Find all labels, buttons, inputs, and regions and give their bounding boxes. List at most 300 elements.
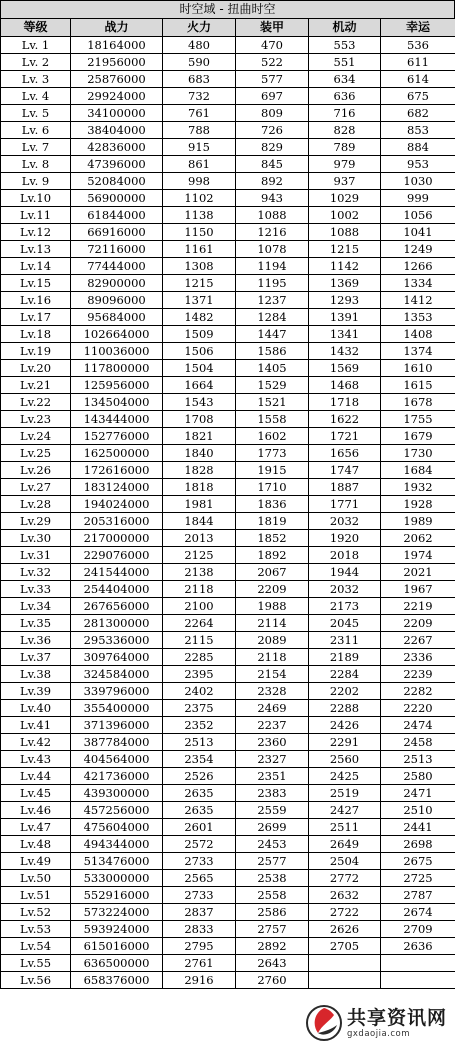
watermark-logo-icon <box>304 1003 344 1043</box>
cell-firepower: 1821 <box>163 428 236 445</box>
cell-luck: 1056 <box>381 207 455 224</box>
cell-firepower: 1509 <box>163 326 236 343</box>
cell-level: Lv.17 <box>1 309 71 326</box>
cell-armor: 892 <box>236 173 309 190</box>
cell-armor: 470 <box>236 37 309 54</box>
table-title: 时空域 - 扭曲时空 <box>0 0 455 19</box>
table-row <box>1 921 455 938</box>
table-row <box>1 292 455 309</box>
cell-firepower: 2635 <box>163 802 236 819</box>
cell-armor: 2453 <box>236 836 309 853</box>
table-row <box>1 513 455 530</box>
cell-luck: 1408 <box>381 326 455 343</box>
cell-firepower: 590 <box>163 54 236 71</box>
cell-armor: 1529 <box>236 377 309 394</box>
cell-power: 42836000 <box>71 139 163 156</box>
cell-luck: 1374 <box>381 343 455 360</box>
cell-luck: 2698 <box>381 836 455 853</box>
cell-armor: 1836 <box>236 496 309 513</box>
cell-firepower: 788 <box>163 122 236 139</box>
cell-mobility: 2032 <box>309 513 381 530</box>
cell-firepower: 2375 <box>163 700 236 717</box>
cell-mobility: 789 <box>309 139 381 156</box>
cell-level: Lv. 9 <box>1 173 71 190</box>
cell-firepower: 1482 <box>163 309 236 326</box>
cell-firepower: 2013 <box>163 530 236 547</box>
cell-level: Lv.16 <box>1 292 71 309</box>
table-row <box>1 207 455 224</box>
cell-power: 494344000 <box>71 836 163 853</box>
cell-level: Lv.37 <box>1 649 71 666</box>
cell-mobility: 2045 <box>309 615 381 632</box>
cell-power: 217000000 <box>71 530 163 547</box>
cell-firepower: 2795 <box>163 938 236 955</box>
cell-armor: 1194 <box>236 258 309 275</box>
table-row <box>1 836 455 853</box>
cell-luck: 2636 <box>381 938 455 955</box>
table-row <box>1 258 455 275</box>
cell-armor: 1237 <box>236 292 309 309</box>
cell-luck: 1041 <box>381 224 455 241</box>
cell-power: 18164000 <box>71 37 163 54</box>
cell-firepower: 2285 <box>163 649 236 666</box>
cell-level: Lv. 8 <box>1 156 71 173</box>
cell-luck: 1755 <box>381 411 455 428</box>
header-firepower: 火力 <box>163 19 236 37</box>
cell-mobility: 2425 <box>309 768 381 785</box>
cell-luck: 611 <box>381 54 455 71</box>
cell-armor: 1216 <box>236 224 309 241</box>
cell-firepower: 2916 <box>163 972 236 989</box>
cell-armor: 2067 <box>236 564 309 581</box>
cell-power: 205316000 <box>71 513 163 530</box>
cell-level: Lv.15 <box>1 275 71 292</box>
cell-luck: 2209 <box>381 615 455 632</box>
cell-armor: 2757 <box>236 921 309 938</box>
cell-power: 475604000 <box>71 819 163 836</box>
cell-luck: 1334 <box>381 275 455 292</box>
cell-firepower: 2402 <box>163 683 236 700</box>
cell-level: Lv.46 <box>1 802 71 819</box>
cell-armor: 943 <box>236 190 309 207</box>
cell-luck: 1928 <box>381 496 455 513</box>
cell-luck: 2441 <box>381 819 455 836</box>
cell-luck: 999 <box>381 190 455 207</box>
cell-mobility: 1391 <box>309 309 381 326</box>
cell-level: Lv.13 <box>1 241 71 258</box>
cell-firepower: 998 <box>163 173 236 190</box>
header-luck: 幸运 <box>381 19 455 37</box>
cell-luck: 1679 <box>381 428 455 445</box>
cell-mobility: 1944 <box>309 564 381 581</box>
cell-firepower: 2395 <box>163 666 236 683</box>
cell-firepower: 1308 <box>163 258 236 275</box>
cell-mobility: 716 <box>309 105 381 122</box>
cell-luck: 675 <box>381 88 455 105</box>
cell-level: Lv.38 <box>1 666 71 683</box>
cell-level: Lv.23 <box>1 411 71 428</box>
cell-armor: 845 <box>236 156 309 173</box>
cell-luck: 884 <box>381 139 455 156</box>
cell-level: Lv.42 <box>1 734 71 751</box>
cell-power: 61844000 <box>71 207 163 224</box>
table-row <box>1 37 455 54</box>
cell-level: Lv.47 <box>1 819 71 836</box>
cell-firepower: 2565 <box>163 870 236 887</box>
cell-firepower: 480 <box>163 37 236 54</box>
cell-mobility: 1920 <box>309 530 381 547</box>
cell-level: Lv.21 <box>1 377 71 394</box>
table-row <box>1 564 455 581</box>
cell-armor: 2089 <box>236 632 309 649</box>
cell-firepower: 2635 <box>163 785 236 802</box>
cell-armor: 1773 <box>236 445 309 462</box>
cell-firepower: 2833 <box>163 921 236 938</box>
cell-mobility: 2722 <box>309 904 381 921</box>
cell-luck: 2674 <box>381 904 455 921</box>
cell-armor: 522 <box>236 54 309 71</box>
cell-mobility: 2288 <box>309 700 381 717</box>
cell-luck: 1678 <box>381 394 455 411</box>
cell-luck: 1684 <box>381 462 455 479</box>
cell-luck <box>381 972 455 989</box>
table-row <box>1 173 455 190</box>
cell-level: Lv.12 <box>1 224 71 241</box>
cell-power: 324584000 <box>71 666 163 683</box>
cell-power: 117800000 <box>71 360 163 377</box>
cell-level: Lv.49 <box>1 853 71 870</box>
cell-luck: 2021 <box>381 564 455 581</box>
stats-table <box>0 18 455 989</box>
cell-firepower: 1981 <box>163 496 236 513</box>
cell-luck <box>381 955 455 972</box>
cell-luck: 1266 <box>381 258 455 275</box>
cell-mobility: 1293 <box>309 292 381 309</box>
cell-mobility: 1432 <box>309 343 381 360</box>
cell-mobility: 2427 <box>309 802 381 819</box>
cell-mobility: 1215 <box>309 241 381 258</box>
cell-mobility: 2173 <box>309 598 381 615</box>
cell-power: 25876000 <box>71 71 163 88</box>
cell-firepower: 1506 <box>163 343 236 360</box>
cell-mobility: 2311 <box>309 632 381 649</box>
cell-power: 593924000 <box>71 921 163 938</box>
cell-firepower: 2354 <box>163 751 236 768</box>
cell-level: Lv.44 <box>1 768 71 785</box>
cell-armor: 2237 <box>236 717 309 734</box>
cell-firepower: 1102 <box>163 190 236 207</box>
cell-mobility: 1771 <box>309 496 381 513</box>
cell-power: 636500000 <box>71 955 163 972</box>
table-row <box>1 224 455 241</box>
cell-armor: 2699 <box>236 819 309 836</box>
cell-luck: 2510 <box>381 802 455 819</box>
table-row <box>1 394 455 411</box>
cell-power: 371396000 <box>71 717 163 734</box>
cell-armor: 2118 <box>236 649 309 666</box>
cell-level: Lv.45 <box>1 785 71 802</box>
table-body <box>1 37 455 989</box>
cell-mobility: 2426 <box>309 717 381 734</box>
table-row <box>1 870 455 887</box>
cell-luck: 1615 <box>381 377 455 394</box>
cell-power: 56900000 <box>71 190 163 207</box>
cell-level: Lv.35 <box>1 615 71 632</box>
cell-level: Lv.11 <box>1 207 71 224</box>
cell-armor: 697 <box>236 88 309 105</box>
cell-mobility: 1088 <box>309 224 381 241</box>
cell-power: 658376000 <box>71 972 163 989</box>
cell-level: Lv.52 <box>1 904 71 921</box>
cell-mobility: 1656 <box>309 445 381 462</box>
cell-armor: 2469 <box>236 700 309 717</box>
watermark-name: 共享资讯网 <box>347 1007 447 1029</box>
cell-level: Lv.50 <box>1 870 71 887</box>
cell-armor: 2360 <box>236 734 309 751</box>
cell-mobility: 1747 <box>309 462 381 479</box>
cell-luck: 1412 <box>381 292 455 309</box>
table-row <box>1 462 455 479</box>
cell-level: Lv.28 <box>1 496 71 513</box>
cell-mobility: 2189 <box>309 649 381 666</box>
cell-power: 355400000 <box>71 700 163 717</box>
cell-armor: 1602 <box>236 428 309 445</box>
cell-level: Lv.19 <box>1 343 71 360</box>
cell-power: 194024000 <box>71 496 163 513</box>
cell-level: Lv. 5 <box>1 105 71 122</box>
cell-power: 183124000 <box>71 479 163 496</box>
cell-power: 241544000 <box>71 564 163 581</box>
table-row <box>1 547 455 564</box>
cell-luck: 2474 <box>381 717 455 734</box>
cell-firepower: 2118 <box>163 581 236 598</box>
cell-firepower: 2264 <box>163 615 236 632</box>
cell-mobility: 1002 <box>309 207 381 224</box>
cell-power: 72116000 <box>71 241 163 258</box>
table-row <box>1 717 455 734</box>
cell-mobility: 1468 <box>309 377 381 394</box>
cell-firepower: 1818 <box>163 479 236 496</box>
cell-luck: 2675 <box>381 853 455 870</box>
cell-level: Lv.55 <box>1 955 71 972</box>
cell-luck: 2219 <box>381 598 455 615</box>
cell-firepower: 2513 <box>163 734 236 751</box>
table-row <box>1 666 455 683</box>
cell-mobility: 2284 <box>309 666 381 683</box>
cell-mobility: 2291 <box>309 734 381 751</box>
cell-power: 615016000 <box>71 938 163 955</box>
cell-mobility: 2018 <box>309 547 381 564</box>
cell-power: 52084000 <box>71 173 163 190</box>
cell-power: 309764000 <box>71 649 163 666</box>
cell-power: 134504000 <box>71 394 163 411</box>
cell-armor: 2892 <box>236 938 309 955</box>
cell-mobility: 2649 <box>309 836 381 853</box>
cell-firepower: 2138 <box>163 564 236 581</box>
cell-level: Lv. 7 <box>1 139 71 156</box>
cell-armor: 1088 <box>236 207 309 224</box>
cell-firepower: 915 <box>163 139 236 156</box>
table-row <box>1 819 455 836</box>
cell-power: 387784000 <box>71 734 163 751</box>
cell-power: 254404000 <box>71 581 163 598</box>
table-row <box>1 190 455 207</box>
cell-level: Lv.56 <box>1 972 71 989</box>
cell-luck: 2336 <box>381 649 455 666</box>
table-row <box>1 751 455 768</box>
cell-firepower: 732 <box>163 88 236 105</box>
cell-level: Lv. 6 <box>1 122 71 139</box>
table-row <box>1 88 455 105</box>
cell-armor: 809 <box>236 105 309 122</box>
cell-firepower: 1844 <box>163 513 236 530</box>
cell-firepower: 1828 <box>163 462 236 479</box>
cell-luck: 1249 <box>381 241 455 258</box>
cell-luck: 1030 <box>381 173 455 190</box>
cell-armor: 2558 <box>236 887 309 904</box>
cell-firepower: 2761 <box>163 955 236 972</box>
cell-power: 457256000 <box>71 802 163 819</box>
cell-firepower: 2837 <box>163 904 236 921</box>
cell-power: 152776000 <box>71 428 163 445</box>
table-row <box>1 785 455 802</box>
cell-power: 339796000 <box>71 683 163 700</box>
cell-power: 34100000 <box>71 105 163 122</box>
cell-luck: 2471 <box>381 785 455 802</box>
cell-armor: 726 <box>236 122 309 139</box>
header-row <box>1 19 455 37</box>
cell-firepower: 2352 <box>163 717 236 734</box>
site-watermark <box>304 1000 455 1045</box>
table-row <box>1 598 455 615</box>
table-row <box>1 734 455 751</box>
table-row <box>1 326 455 343</box>
cell-armor: 1521 <box>236 394 309 411</box>
cell-mobility: 979 <box>309 156 381 173</box>
cell-level: Lv.39 <box>1 683 71 700</box>
header-level: 等级 <box>1 19 71 37</box>
cell-firepower: 1543 <box>163 394 236 411</box>
cell-firepower: 2526 <box>163 768 236 785</box>
cell-luck: 1989 <box>381 513 455 530</box>
header-power: 战力 <box>71 19 163 37</box>
table-row <box>1 139 455 156</box>
cell-firepower: 2601 <box>163 819 236 836</box>
cell-luck: 2458 <box>381 734 455 751</box>
cell-firepower: 1138 <box>163 207 236 224</box>
table-row <box>1 241 455 258</box>
cell-level: Lv.31 <box>1 547 71 564</box>
table-row <box>1 360 455 377</box>
table-row <box>1 802 455 819</box>
header-armor: 装甲 <box>236 19 309 37</box>
cell-level: Lv.33 <box>1 581 71 598</box>
cell-power: 102664000 <box>71 326 163 343</box>
cell-firepower: 1371 <box>163 292 236 309</box>
cell-power: 77444000 <box>71 258 163 275</box>
cell-level: Lv.27 <box>1 479 71 496</box>
cell-power: 66916000 <box>71 224 163 241</box>
cell-firepower: 761 <box>163 105 236 122</box>
cell-luck: 2709 <box>381 921 455 938</box>
cell-level: Lv.22 <box>1 394 71 411</box>
table-row <box>1 768 455 785</box>
cell-luck: 1610 <box>381 360 455 377</box>
cell-mobility: 1029 <box>309 190 381 207</box>
cell-level: Lv.36 <box>1 632 71 649</box>
cell-level: Lv.48 <box>1 836 71 853</box>
table-row <box>1 122 455 139</box>
cell-armor: 2114 <box>236 615 309 632</box>
cell-luck: 2220 <box>381 700 455 717</box>
table-row <box>1 377 455 394</box>
cell-mobility <box>309 955 381 972</box>
cell-armor: 1915 <box>236 462 309 479</box>
cell-power: 143444000 <box>71 411 163 428</box>
table-row <box>1 615 455 632</box>
cell-armor: 2327 <box>236 751 309 768</box>
table-row <box>1 649 455 666</box>
table-row <box>1 955 455 972</box>
cell-mobility: 1887 <box>309 479 381 496</box>
cell-power: 47396000 <box>71 156 163 173</box>
cell-power: 95684000 <box>71 309 163 326</box>
cell-mobility: 1721 <box>309 428 381 445</box>
cell-firepower: 1664 <box>163 377 236 394</box>
cell-firepower: 2125 <box>163 547 236 564</box>
cell-firepower: 2115 <box>163 632 236 649</box>
cell-level: Lv.40 <box>1 700 71 717</box>
cell-power: 439300000 <box>71 785 163 802</box>
cell-mobility: 2519 <box>309 785 381 802</box>
cell-level: Lv.14 <box>1 258 71 275</box>
cell-armor: 1447 <box>236 326 309 343</box>
cell-power: 125956000 <box>71 377 163 394</box>
cell-luck: 536 <box>381 37 455 54</box>
cell-armor: 2351 <box>236 768 309 785</box>
cell-armor: 2538 <box>236 870 309 887</box>
cell-level: Lv.51 <box>1 887 71 904</box>
cell-luck: 853 <box>381 122 455 139</box>
table-row <box>1 853 455 870</box>
cell-power: 229076000 <box>71 547 163 564</box>
table-row <box>1 972 455 989</box>
cell-armor: 2559 <box>236 802 309 819</box>
cell-power: 29924000 <box>71 88 163 105</box>
cell-luck: 614 <box>381 71 455 88</box>
table-row <box>1 479 455 496</box>
cell-firepower: 1215 <box>163 275 236 292</box>
cell-power: 295336000 <box>71 632 163 649</box>
cell-power: 162500000 <box>71 445 163 462</box>
cell-power: 573224000 <box>71 904 163 921</box>
cell-luck: 2282 <box>381 683 455 700</box>
cell-level: Lv. 2 <box>1 54 71 71</box>
cell-power: 89096000 <box>71 292 163 309</box>
cell-luck: 1967 <box>381 581 455 598</box>
cell-luck: 953 <box>381 156 455 173</box>
cell-firepower: 1840 <box>163 445 236 462</box>
table-row <box>1 683 455 700</box>
table-row <box>1 581 455 598</box>
cell-luck: 2580 <box>381 768 455 785</box>
cell-armor: 1586 <box>236 343 309 360</box>
table-row <box>1 428 455 445</box>
cell-mobility: 2560 <box>309 751 381 768</box>
cell-armor: 1892 <box>236 547 309 564</box>
cell-armor: 2383 <box>236 785 309 802</box>
cell-armor: 829 <box>236 139 309 156</box>
